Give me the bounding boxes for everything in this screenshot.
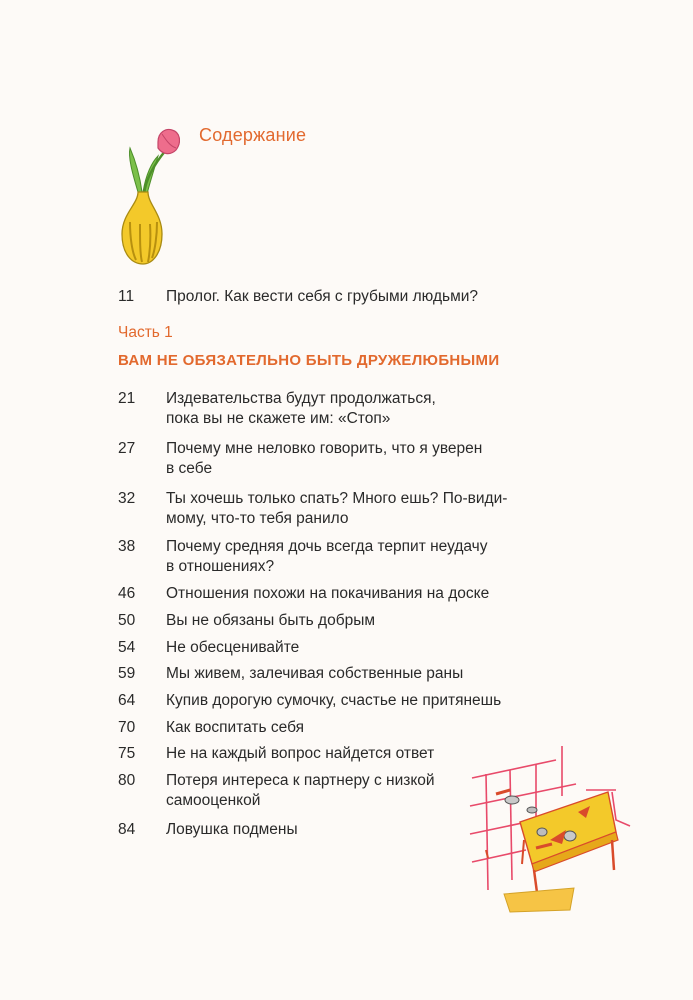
table-with-broken-dishes-icon	[466, 740, 636, 920]
entry-title: Почему средняя дочь всегда терпит неудачу в отношениях?	[166, 538, 488, 575]
page-number: 84	[118, 821, 136, 838]
page-number: 80	[118, 772, 136, 789]
page-number: 54	[118, 639, 136, 656]
page-title: Содержание	[199, 125, 307, 145]
entry-title: Ты хочешь только спать? Много ешь? По-види- мому, что-то тебя ранило	[166, 490, 508, 527]
page-number: 11	[118, 288, 135, 305]
tulip-vase-icon	[110, 122, 180, 272]
page-number: 64	[118, 692, 136, 709]
entry-title: Не обесценивайте	[166, 639, 300, 656]
entry-title: Не на каждый вопрос найдется ответ	[166, 745, 435, 762]
page-number: 70	[118, 719, 136, 736]
entry-title: Купив дорогую сумочку, счастье не притянешь	[166, 692, 502, 709]
entry-title: Вы не обязаны быть добрым	[166, 612, 376, 629]
page-number: 27	[118, 440, 136, 457]
page-number: 38	[118, 538, 136, 555]
entry-title: Как воспитать себя	[166, 719, 305, 736]
entry-title: Ловушка подмены	[166, 821, 298, 838]
entry-title: Издевательства будут продолжаться, пока вы не скажете им: «Стоп»	[166, 390, 436, 427]
entry-title: Отношения похожи на покачивания на доске	[166, 585, 490, 602]
page-number: 59	[118, 665, 136, 682]
page-number: 46	[118, 585, 136, 602]
entry-title: Потеря интереса к партнеру с низкой самооценкой	[166, 772, 435, 809]
page-number: 75	[118, 745, 136, 762]
entry-title: Пролог. Как вести себя с грубыми людьми?	[166, 288, 479, 305]
entry-title: Мы живем, залечивая собственные раны	[166, 665, 464, 682]
part-heading: ВАМ НЕ ОБЯЗАТЕЛЬНО БЫТЬ ДРУЖЕЛЮБНЫМИ	[118, 352, 500, 369]
page-number: 32	[118, 490, 136, 507]
page-number: 50	[118, 612, 136, 629]
entry-title: Почему мне неловко говорить, что я уверен в себе	[166, 440, 483, 477]
page-number: 21	[118, 390, 136, 407]
part-label: Часть 1	[118, 324, 173, 341]
